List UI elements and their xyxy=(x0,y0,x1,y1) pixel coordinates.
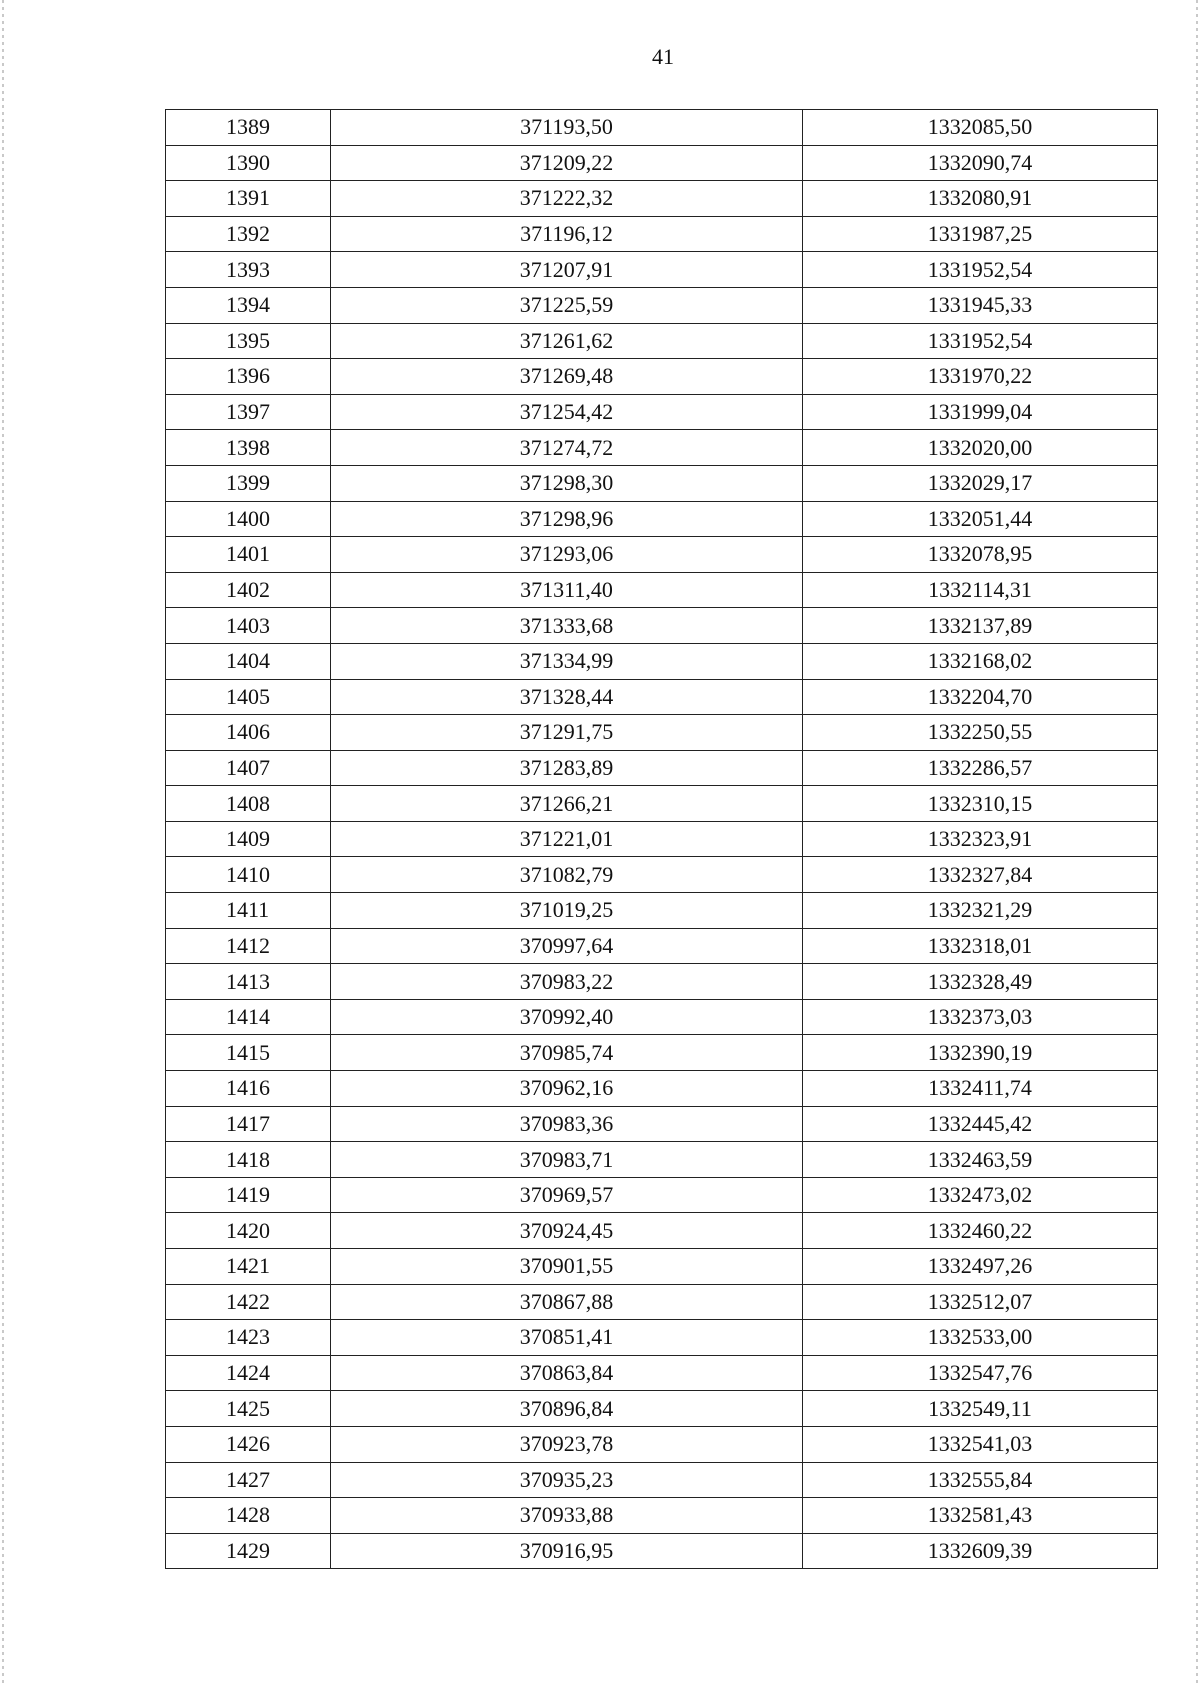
table-row xyxy=(166,287,1158,323)
y-coordinate-cell: 1332555,84 xyxy=(803,1462,1158,1498)
table-row xyxy=(166,1355,1158,1391)
x-coordinate-cell: 371333,68 xyxy=(331,608,803,644)
table-row xyxy=(166,537,1158,573)
x-coordinate-cell: 370933,88 xyxy=(331,1498,803,1534)
table-row xyxy=(166,821,1158,857)
table-row xyxy=(166,572,1158,608)
point-number-cell: 1395 xyxy=(166,323,331,359)
y-coordinate-cell: 1332310,15 xyxy=(803,786,1158,822)
x-coordinate-cell: 370983,22 xyxy=(331,964,803,1000)
y-coordinate-cell: 1332321,29 xyxy=(803,893,1158,929)
y-coordinate-cell: 1332581,43 xyxy=(803,1498,1158,1534)
table-row xyxy=(166,1142,1158,1178)
table-row xyxy=(166,679,1158,715)
table-row xyxy=(166,216,1158,252)
x-coordinate-cell: 370997,64 xyxy=(331,928,803,964)
x-coordinate-cell: 371261,62 xyxy=(331,323,803,359)
point-number-cell: 1428 xyxy=(166,1498,331,1534)
y-coordinate-cell: 1332541,03 xyxy=(803,1426,1158,1462)
table-row xyxy=(166,501,1158,537)
table-row xyxy=(166,252,1158,288)
y-coordinate-cell: 1332328,49 xyxy=(803,964,1158,1000)
point-number-cell: 1412 xyxy=(166,928,331,964)
table-row xyxy=(166,1177,1158,1213)
x-coordinate-cell: 370851,41 xyxy=(331,1320,803,1356)
point-number-cell: 1417 xyxy=(166,1106,331,1142)
y-coordinate-cell: 1332373,03 xyxy=(803,999,1158,1035)
x-coordinate-cell: 370983,36 xyxy=(331,1106,803,1142)
table-row xyxy=(166,1498,1158,1534)
x-coordinate-cell: 371254,42 xyxy=(331,394,803,430)
x-coordinate-cell: 371082,79 xyxy=(331,857,803,893)
x-coordinate-cell: 370985,74 xyxy=(331,1035,803,1071)
point-number-cell: 1404 xyxy=(166,643,331,679)
point-number-cell: 1422 xyxy=(166,1284,331,1320)
point-number-cell: 1390 xyxy=(166,145,331,181)
point-number-cell: 1425 xyxy=(166,1391,331,1427)
y-coordinate-cell: 1332547,76 xyxy=(803,1355,1158,1391)
point-number-cell: 1424 xyxy=(166,1355,331,1391)
table-row xyxy=(166,715,1158,751)
y-coordinate-cell: 1332114,31 xyxy=(803,572,1158,608)
y-coordinate-cell: 1332497,26 xyxy=(803,1249,1158,1285)
point-number-cell: 1413 xyxy=(166,964,331,1000)
table-row xyxy=(166,1284,1158,1320)
x-coordinate-cell: 371298,30 xyxy=(331,465,803,501)
x-coordinate-cell: 371283,89 xyxy=(331,750,803,786)
x-coordinate-cell: 371193,50 xyxy=(331,110,803,146)
point-number-cell: 1403 xyxy=(166,608,331,644)
y-coordinate-cell: 1332411,74 xyxy=(803,1071,1158,1107)
x-coordinate-cell: 370962,16 xyxy=(331,1071,803,1107)
x-coordinate-cell: 370901,55 xyxy=(331,1249,803,1285)
y-coordinate-cell: 1332250,55 xyxy=(803,715,1158,751)
table-row xyxy=(166,359,1158,395)
y-coordinate-cell: 1332512,07 xyxy=(803,1284,1158,1320)
table-row xyxy=(166,145,1158,181)
point-number-cell: 1394 xyxy=(166,287,331,323)
x-coordinate-cell: 371222,32 xyxy=(331,181,803,217)
point-number-cell: 1391 xyxy=(166,181,331,217)
scan-edge-left xyxy=(2,0,4,1686)
point-number-cell: 1402 xyxy=(166,572,331,608)
y-coordinate-cell: 1331987,25 xyxy=(803,216,1158,252)
coordinates-table xyxy=(165,109,1158,1569)
table-row xyxy=(166,786,1158,822)
y-coordinate-cell: 1332533,00 xyxy=(803,1320,1158,1356)
table-row xyxy=(166,964,1158,1000)
table-row xyxy=(166,1320,1158,1356)
table-row xyxy=(166,1391,1158,1427)
scan-edge-right xyxy=(1196,0,1198,1686)
point-number-cell: 1420 xyxy=(166,1213,331,1249)
x-coordinate-cell: 371269,48 xyxy=(331,359,803,395)
x-coordinate-cell: 371019,25 xyxy=(331,893,803,929)
y-coordinate-cell: 1332029,17 xyxy=(803,465,1158,501)
point-number-cell: 1389 xyxy=(166,110,331,146)
point-number-cell: 1405 xyxy=(166,679,331,715)
y-coordinate-cell: 1332463,59 xyxy=(803,1142,1158,1178)
x-coordinate-cell: 371293,06 xyxy=(331,537,803,573)
point-number-cell: 1416 xyxy=(166,1071,331,1107)
point-number-cell: 1421 xyxy=(166,1249,331,1285)
point-number-cell: 1418 xyxy=(166,1142,331,1178)
y-coordinate-cell: 1331952,54 xyxy=(803,252,1158,288)
table-row xyxy=(166,608,1158,644)
y-coordinate-cell: 1332286,57 xyxy=(803,750,1158,786)
y-coordinate-cell: 1332390,19 xyxy=(803,1035,1158,1071)
x-coordinate-cell: 371334,99 xyxy=(331,643,803,679)
y-coordinate-cell: 1332460,22 xyxy=(803,1213,1158,1249)
x-coordinate-cell: 371328,44 xyxy=(331,679,803,715)
point-number-cell: 1427 xyxy=(166,1462,331,1498)
point-number-cell: 1393 xyxy=(166,252,331,288)
y-coordinate-cell: 1332327,84 xyxy=(803,857,1158,893)
x-coordinate-cell: 371196,12 xyxy=(331,216,803,252)
point-number-cell: 1411 xyxy=(166,893,331,929)
y-coordinate-cell: 1332445,42 xyxy=(803,1106,1158,1142)
point-number-cell: 1414 xyxy=(166,999,331,1035)
point-number-cell: 1399 xyxy=(166,465,331,501)
x-coordinate-cell: 370863,84 xyxy=(331,1355,803,1391)
table-row xyxy=(166,750,1158,786)
table-row xyxy=(166,430,1158,466)
table-row xyxy=(166,181,1158,217)
y-coordinate-cell: 1332323,91 xyxy=(803,821,1158,857)
x-coordinate-cell: 370916,95 xyxy=(331,1533,803,1569)
point-number-cell: 1419 xyxy=(166,1177,331,1213)
x-coordinate-cell: 370896,84 xyxy=(331,1391,803,1427)
table-row xyxy=(166,1071,1158,1107)
point-number-cell: 1407 xyxy=(166,750,331,786)
x-coordinate-cell: 370969,57 xyxy=(331,1177,803,1213)
table-row xyxy=(166,323,1158,359)
y-coordinate-cell: 1332051,44 xyxy=(803,501,1158,537)
y-coordinate-cell: 1332020,00 xyxy=(803,430,1158,466)
table-row xyxy=(166,1106,1158,1142)
table-row xyxy=(166,893,1158,929)
point-number-cell: 1406 xyxy=(166,715,331,751)
y-coordinate-cell: 1332204,70 xyxy=(803,679,1158,715)
table-row xyxy=(166,1533,1158,1569)
table-row xyxy=(166,857,1158,893)
y-coordinate-cell: 1332090,74 xyxy=(803,145,1158,181)
x-coordinate-cell: 370983,71 xyxy=(331,1142,803,1178)
x-coordinate-cell: 370935,23 xyxy=(331,1462,803,1498)
table-body xyxy=(166,110,1158,1569)
y-coordinate-cell: 1331952,54 xyxy=(803,323,1158,359)
x-coordinate-cell: 371266,21 xyxy=(331,786,803,822)
x-coordinate-cell: 371221,01 xyxy=(331,821,803,857)
table-row xyxy=(166,928,1158,964)
y-coordinate-cell: 1332609,39 xyxy=(803,1533,1158,1569)
x-coordinate-cell: 370923,78 xyxy=(331,1426,803,1462)
table-row xyxy=(166,999,1158,1035)
table-row xyxy=(166,643,1158,679)
point-number-cell: 1410 xyxy=(166,857,331,893)
y-coordinate-cell: 1332318,01 xyxy=(803,928,1158,964)
point-number-cell: 1429 xyxy=(166,1533,331,1569)
x-coordinate-cell: 371274,72 xyxy=(331,430,803,466)
x-coordinate-cell: 370867,88 xyxy=(331,1284,803,1320)
x-coordinate-cell: 370924,45 xyxy=(331,1213,803,1249)
table-row xyxy=(166,394,1158,430)
y-coordinate-cell: 1332080,91 xyxy=(803,181,1158,217)
y-coordinate-cell: 1332473,02 xyxy=(803,1177,1158,1213)
table-row xyxy=(166,1213,1158,1249)
point-number-cell: 1397 xyxy=(166,394,331,430)
point-number-cell: 1392 xyxy=(166,216,331,252)
table-row xyxy=(166,1035,1158,1071)
x-coordinate-cell: 371209,22 xyxy=(331,145,803,181)
point-number-cell: 1408 xyxy=(166,786,331,822)
y-coordinate-cell: 1331999,04 xyxy=(803,394,1158,430)
page-number: 41 xyxy=(652,44,674,69)
x-coordinate-cell: 371311,40 xyxy=(331,572,803,608)
table-row xyxy=(166,465,1158,501)
point-number-cell: 1426 xyxy=(166,1426,331,1462)
point-number-cell: 1401 xyxy=(166,537,331,573)
table-row xyxy=(166,110,1158,146)
y-coordinate-cell: 1332085,50 xyxy=(803,110,1158,146)
point-number-cell: 1423 xyxy=(166,1320,331,1356)
x-coordinate-cell: 370992,40 xyxy=(331,999,803,1035)
x-coordinate-cell: 371298,96 xyxy=(331,501,803,537)
y-coordinate-cell: 1332549,11 xyxy=(803,1391,1158,1427)
y-coordinate-cell: 1332137,89 xyxy=(803,608,1158,644)
table-row xyxy=(166,1426,1158,1462)
point-number-cell: 1396 xyxy=(166,359,331,395)
y-coordinate-cell: 1332078,95 xyxy=(803,537,1158,573)
y-coordinate-cell: 1332168,02 xyxy=(803,643,1158,679)
x-coordinate-cell: 371207,91 xyxy=(331,252,803,288)
point-number-cell: 1400 xyxy=(166,501,331,537)
table-row xyxy=(166,1249,1158,1285)
table-row xyxy=(166,1462,1158,1498)
y-coordinate-cell: 1331945,33 xyxy=(803,287,1158,323)
point-number-cell: 1415 xyxy=(166,1035,331,1071)
x-coordinate-cell: 371225,59 xyxy=(331,287,803,323)
point-number-cell: 1409 xyxy=(166,821,331,857)
point-number-cell: 1398 xyxy=(166,430,331,466)
x-coordinate-cell: 371291,75 xyxy=(331,715,803,751)
y-coordinate-cell: 1331970,22 xyxy=(803,359,1158,395)
